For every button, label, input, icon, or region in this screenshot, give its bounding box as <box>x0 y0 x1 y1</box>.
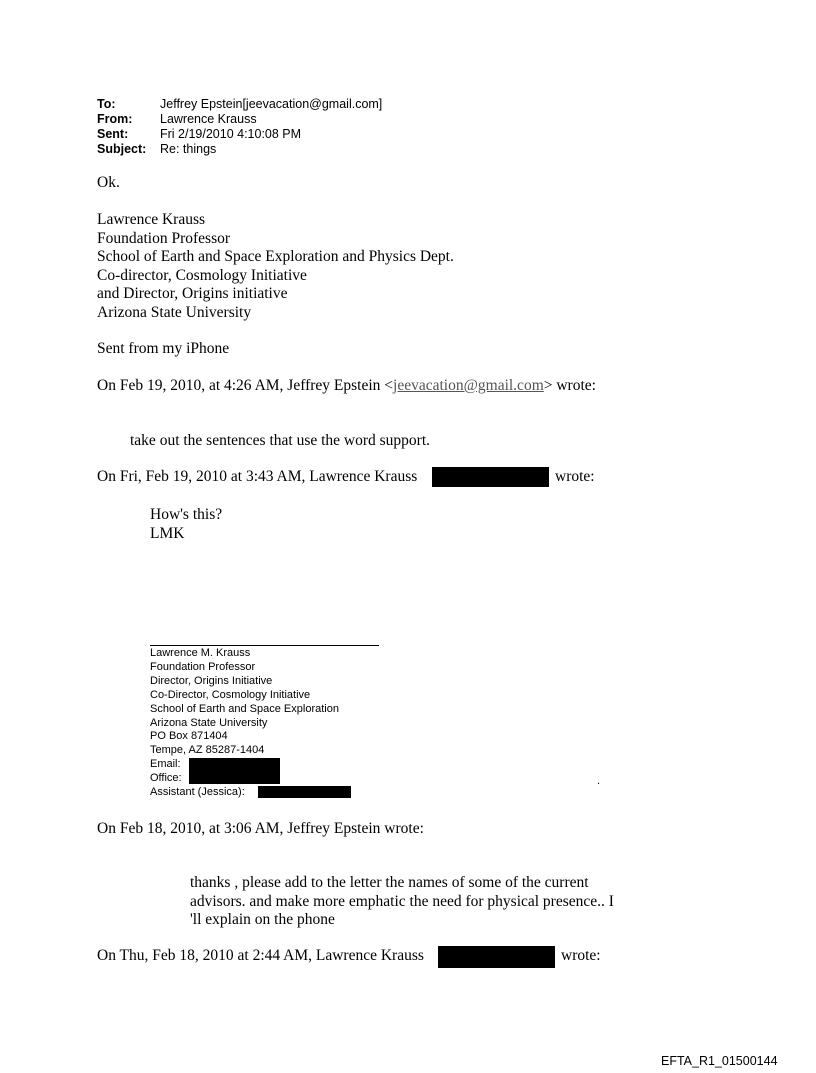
quote3-line: thanks , please add to the letter the names of some of the current <box>190 874 589 891</box>
to-value: Jeffrey Epstein[jeevacation@gmail.com] <box>160 97 383 111</box>
sent-value: Fri 2/19/2010 4:10:08 PM <box>160 127 302 141</box>
signature-divider <box>150 645 379 646</box>
stray-dot: . <box>597 775 601 787</box>
redaction-box <box>258 786 351 798</box>
signature-line: Lawrence Krauss <box>97 211 206 228</box>
quote3-line: advisors. and make more emphatic the need for physical presence.. I <box>190 892 614 910</box>
signature-block-line: Tempe, AZ 85287-1404 <box>150 744 265 757</box>
signature-block-line: Arizona State University <box>150 716 268 729</box>
signature-line: Co-director, Cosmology Initiative <box>97 266 307 284</box>
quote3-intro: On Feb 18, 2010, at 3:06 AM, Jeffrey Epstein wrote: <box>97 820 424 837</box>
signature-line: Foundation Professor <box>97 229 231 247</box>
signature-block-line: PO Box 871404 <box>150 730 228 743</box>
quote1-body: take out the sentences that use the word support. <box>130 432 431 449</box>
email-header <box>97 97 382 157</box>
sent-label: Sent: <box>97 127 129 141</box>
signature-block-line: Director, Origins Initiative <box>150 674 273 687</box>
quote1-intro-post: > wrote: <box>543 377 596 394</box>
subject-value: Re: things <box>160 142 217 156</box>
quote3-body <box>190 874 614 930</box>
quote1-intro <box>97 377 596 396</box>
to-row <box>97 97 382 112</box>
quote4-intro-post: wrote: <box>561 947 601 964</box>
signature-block-line: Foundation Professor <box>150 660 256 673</box>
document-id: EFTA_R1_01500144 <box>661 1054 778 1068</box>
signature-line: Arizona State University <box>97 303 252 321</box>
quote4-intro-pre: On Thu, Feb 18, 2010 at 2:44 AM, Lawrence Krauss <box>97 947 424 964</box>
quote2-line: How's this? <box>150 506 223 523</box>
reply-signature <box>97 211 454 322</box>
signature-line: and Director, Origins initiative <box>97 285 288 302</box>
subject-label: Subject: <box>97 142 147 156</box>
quote1-intro-pre: On Feb 19, 2010, at 4:26 AM, Jeffrey Epstein < <box>97 377 394 394</box>
signature-block-line: School of Earth and Space Exploration <box>150 702 339 715</box>
from-label: From: <box>97 112 133 126</box>
redaction-box <box>189 758 280 784</box>
quote2-intro-pre: On Fri, Feb 19, 2010 at 3:43 AM, Lawrence Krauss <box>97 468 418 485</box>
to-label: To: <box>97 97 116 111</box>
redaction-box <box>438 946 555 968</box>
assistant-label: Assistant (Jessica): <box>150 786 245 799</box>
email-label: Email: <box>150 758 181 771</box>
from-row <box>97 112 382 127</box>
quote2-intro-post: wrote: <box>555 468 595 485</box>
quote2-line: LMK <box>150 524 185 542</box>
signature-block-line: Lawrence M. Krauss <box>150 647 251 659</box>
reply-body: Ok. <box>97 174 120 191</box>
sent-row <box>97 127 382 142</box>
quote3-line: 'll explain on the phone <box>190 911 335 928</box>
from-value: Lawrence Krauss <box>160 112 257 126</box>
redaction-box <box>432 467 549 487</box>
office-label: Office: <box>150 772 182 785</box>
subject-row <box>97 142 382 157</box>
signature-line: School of Earth and Space Exploration and Physics Dept. <box>97 248 454 265</box>
sent-from-line: Sent from my iPhone <box>97 340 230 357</box>
signature-block-line: Co-Director, Cosmology Initiative <box>150 688 311 701</box>
quote2-body <box>150 506 222 543</box>
quote1-email-link[interactable]: jeevacation@gmail.com <box>393 377 544 394</box>
